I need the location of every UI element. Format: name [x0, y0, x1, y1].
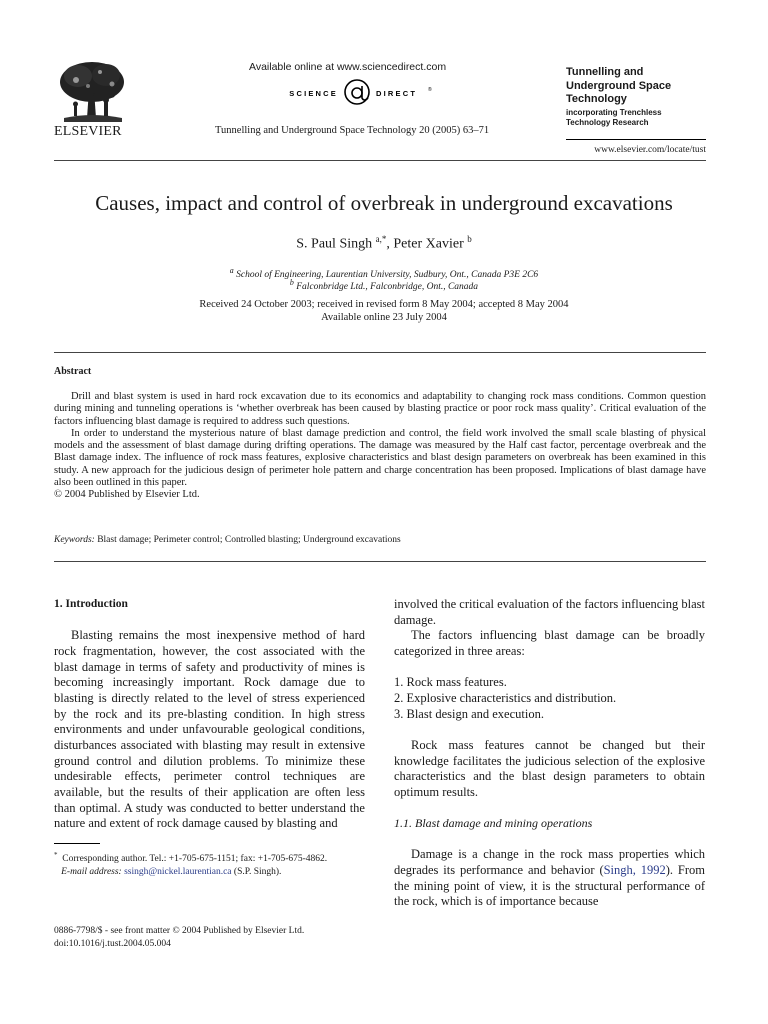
- abstract-copyright: © 2004 Published by Elsevier Ltd.: [54, 489, 200, 501]
- right-paragraph-3: Rock mass features cannot be changed but their knowledge facilitates the judicious selection of the explosive characteristics and the blast design parameters to obtain optimum results.: [394, 737, 705, 799]
- author-1-affiliation: a,*: [375, 234, 387, 244]
- journal-title-block: [566, 66, 706, 129]
- corresponding-author-note: * Corresponding author. Tel.: +1-705-675-1151; fax: +1-705-675-4862.: [54, 851, 328, 865]
- abstract-heading: Abstract: [54, 366, 92, 377]
- journal-url-link[interactable]: www.elsevier.com/locate/tust: [594, 145, 706, 155]
- right-paragraph-4: Damage is a change in the rock mass properties which degrades its performance and behavior (Singh, 1992). From the mining point of view, it is the structural performance of the rock, which is of importance because: [394, 847, 705, 909]
- footnotes: [54, 849, 365, 880]
- received-dates: Received 24 October 2003; received in revised form 8 May 2004; accepted 8 May 2004: [199, 299, 569, 310]
- intro-paragraph-1: Blasting remains the most inexpensive method of hard rock fragmentation, however, the cost associated with the blast damage in terms of safety and productivity of mines is becoming increasingly important. Rock damage due to blasting is directly related to the level of stress experienced by the rock and its pre-blasting condition. In high stress environments and under unfavourable geological conditions, disturbances associated with blasting may result in extensive ground control and dilution problems. To minimize these undesirable effects, perimeter control techniques are available, but the results of their application are often less than optimal. A study was conducted to better understand the nature and extent of rock damage caused by blasting and: [54, 628, 365, 831]
- author-2[interactable]: Peter Xavier: [393, 236, 464, 252]
- abstract-top-divider: [54, 352, 706, 353]
- affiliation-a: $^a$ School of Engineering, Laurentian University, Sudbury, Ont., Canada P3E 2C6: [229, 266, 539, 281]
- publisher-name: ELSEVIER: [54, 124, 122, 139]
- affiliation-b: $^b$ Falconbridge Ltd., Falconbridge, Ont., Canada: [289, 278, 479, 293]
- right-column: [394, 597, 705, 910]
- sd-left-text: SCIENCE: [289, 89, 338, 98]
- issn-doi-block: [54, 925, 304, 951]
- available-online-notice[interactable]: Available online at www.sciencedirect.com: [249, 61, 447, 73]
- list-item: 1. Rock mass features.: [394, 675, 507, 690]
- header-divider: [54, 160, 706, 161]
- body-top-divider: [54, 561, 706, 562]
- author-2-affiliation: b: [467, 234, 472, 244]
- keywords-line: [54, 535, 401, 545]
- email-link[interactable]: ssingh@nickel.laurentian.ca: [124, 867, 232, 878]
- journal-subtitle: incorporating Trenchless Technology Research: [566, 107, 662, 127]
- abstract-paragraph-2: In order to understand the mysterious nature of blast damage prediction and control, the field work involved the small scale blasting of physical models and the assessment of blast damage during drifting operations. The damage was measured by the Half cast factor, percentage overbreak and the Blast damage index. The influence of rock mass features, explosive characteristics and blast design parameters on overbreak has been examined in this study. A new approach for the judicious design of perimeter hole pattern and charge concentration has been proposed. Implications of blast damage have also been outlined in this paper.: [54, 427, 706, 489]
- online-date: Available online 23 July 2004: [321, 312, 447, 323]
- journal-divider: [566, 139, 706, 140]
- sd-registered-mark: ®: [428, 87, 432, 93]
- article-title: Causes, impact and control of overbreak in underground excavations: [95, 191, 673, 215]
- author-1[interactable]: S. Paul Singh: [296, 236, 373, 252]
- abstract-body: [54, 391, 706, 502]
- abstract-paragraph-1: Drill and blast system is used in hard rock excavation due to its economics and adaptability to changing rock mass conditions. Common question during mining and tunneling operations is ‘whether overbreak has been caused by blasting practice or poor rock mass quality’. Critical evaluation of the factors influencing blast damage is required to address such questions.: [54, 391, 706, 427]
- keywords-list: Blast damage; Perimeter control; Controlled blasting; Underground excavations: [97, 535, 401, 545]
- email-note: E-mail address: ssingh@nickel.laurentian.ca (S.P. Singh).: [61, 867, 282, 878]
- right-paragraph-2: The factors influencing blast damage can be broadly categorized in three areas:: [394, 628, 705, 658]
- footnote-divider: [54, 843, 100, 844]
- journal-citation: Tunnelling and Underground Space Technology 20 (2005) 63–71: [215, 125, 490, 136]
- doi-line[interactable]: doi:10.1016/j.tust.2004.05.004: [54, 939, 171, 949]
- citation-link-singh-1992[interactable]: Singh, 1992: [603, 863, 666, 878]
- elsevier-tree-logo: [56, 60, 128, 124]
- section-heading-introduction: 1. Introduction: [54, 598, 128, 610]
- subsection-heading: 1.1. Blast damage and mining operations: [394, 816, 593, 831]
- right-paragraph-1: involved the critical evaluation of the factors influencing blast damage.: [394, 597, 706, 627]
- list-item: 3. Blast design and execution.: [394, 706, 544, 721]
- sciencedirect-logo: [282, 78, 472, 106]
- keywords-label: Keywords:: [54, 535, 95, 545]
- sd-right-text: DIRECT: [376, 89, 418, 98]
- author-line: S. Paul Singh $^{a,*}$, Peter Xavier $^b$: [296, 234, 472, 252]
- journal-name: Tunnelling and Underground Space Technology: [566, 66, 672, 105]
- list-item: 2. Explosive characteristics and distribution.: [394, 690, 617, 705]
- issn-line: 0886-7798/$ - see front matter © 2004 Published by Elsevier Ltd.: [54, 926, 305, 936]
- left-column: [54, 597, 365, 832]
